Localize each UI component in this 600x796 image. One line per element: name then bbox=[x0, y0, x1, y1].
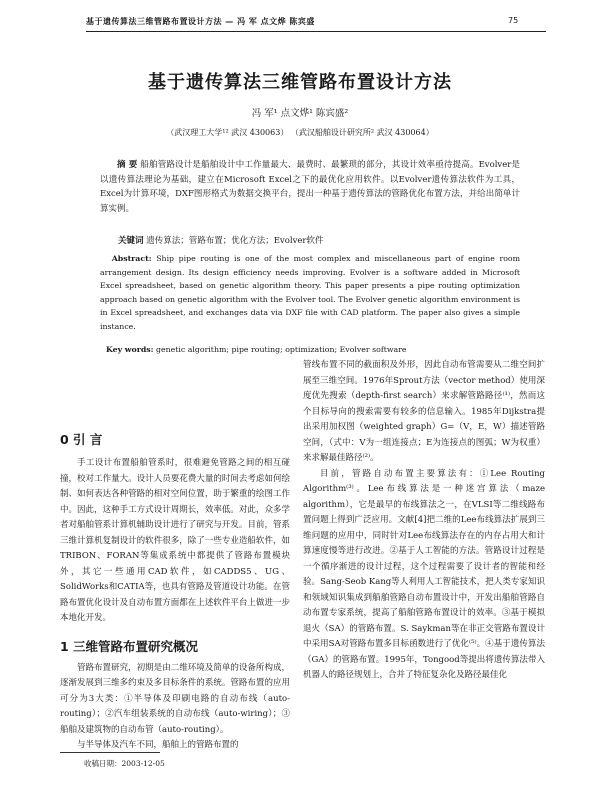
section1-paragraph-2: 与半导体及汽车不同，船舶上的管路布置的 bbox=[77, 740, 239, 750]
intro-paragraph: 手工设计布置船舶管系时，很难避免管路之间的相互碰撞，校对工作量大。设计人员要花费大量的时间去考虑如何绘制、如何表达各种管路的相对空间位置，助于繁重的绘图工作中。因此，这种手工方式设计周期长，效率低。对此，众多学者对船舶管系计算机辅助设计进行了研究与开发。目前，管系三维计算机复制设计的软件很多，除了一些专业造船软件，如TRIBON、FORAN等集成系统中都提供了管路布置模块外，其它一些通用CAD软件，如CADDS5、UG、SolidWorks和CATIA等，也具有管路及管道设计功能。在管路布置优化设计及自动布置方面都在上述软件平台上做进一步本地化开发。 bbox=[60, 458, 290, 623]
abstract-cn-text: 船舶管路设计是船舶设计中工作量最大、最费时、最繁琐的部分，其设计效率亟待提高。Evolver是以遗传算法理论为基础，建立在Microsoft Excel之下的最优化应用软件。以Evolver遗传算法软件为工具，Excel为计算环境，DXF图形格式为数据交换平台，提出一种基于遗传算法的管路优化布置方法，并给出简单计算实例。 bbox=[100, 160, 520, 214]
keywords-en-text: genetic algorithm; pipe routing; optimization; Evolver software bbox=[156, 345, 407, 354]
running-head: 基于遗传算法三维管路布置设计方法 — 冯 军 点文烨 陈宾盛 bbox=[86, 17, 315, 26]
right-paragraph-1: 管线布置不同的截面积及外形，因此自动布管需要从二维空间扩展至三维空间。1976年Sprout方法（vector method）使用深度优先搜索（depth-first search）来求解管路路径⁽¹⁾，然而这个目标导向的搜索需要有较多的信息输入。1985年Dijkstra提出采用加权图（weighted graph）G=（V，E，W）描述管路空间，（式中：V为一组连接点；E为连接点的图弧；W为权重）来求解最佳路径⁽²⁾。 bbox=[303, 360, 545, 463]
abstract-cn-label: 摘 要 bbox=[117, 160, 138, 170]
section1-heading: 1 三维管路布置研究概况 bbox=[60, 638, 199, 654]
left-column bbox=[60, 430, 290, 754]
keywords-en-label: Key words: bbox=[106, 345, 154, 354]
keywords-cn-label: 关键词 bbox=[118, 236, 144, 246]
abstract-en bbox=[100, 252, 520, 334]
right-paragraph-2: 目前，管路自动布置主要算法有：①Lee Routing Algorithm⁽³⁾。Lee布线算法是一种迷宫算法（maze algorithm），它是最早的布线算法之一，在VLSI等二维线路布置问题上得到广泛应用。文献[4]把二维的Lee布线算法扩展到三维问题的应用中，同时针对Lee布线算法存在的内存占用大和计算速度慢等进行改进。②基于人工智能的方法。管路设计过程是一个循序渐进的设计过程，这个过程需要了设计者的智能和经验。Sang-Seob Kang等人利用人工智能技术，把人类专家知识和领域知识集成到船舶管路自动布置设计中，开发出船舶管路自动布置专家系统，提高了船舶管路布置设计的效率。③基于模拟退火（SA）的管路布置。S. Saykman等在非正交管路布置设计中采用SA对管路布置多目标函数进行了优化⁽⁵⁾。④基于遗传算法（GA）的管路布置。1995年，Tongood等提出将遗传算法带入机器人的路径规划上，合并了特征复杂化及路径最佳化 bbox=[303, 468, 545, 680]
affiliations: （武汉理工大学¹² 武汉 430063） （武汉船舶设计研究所² 武汉 430064） bbox=[166, 128, 434, 137]
section1-paragraph-1: 管路布置研究，初期是由二维环境及简单的设备所构成，逐渐发展到三维多约束及多目标条件的系统。管路布置的应用可分为3大类：①半导体及印刷电路的自动布线（auto-routing）；②汽车组装系统的自动布线（auto-wiring）；③船舶及建筑物的自动布管（auto-routing）。 bbox=[60, 662, 290, 735]
footnote-rule bbox=[60, 752, 160, 753]
intro-heading: 0 引 言 bbox=[60, 432, 103, 447]
keywords-cn bbox=[118, 234, 538, 246]
abstract-en-text: Ship pipe routing is one of the most complex and miscellaneous part of engine room arrangement design. Its design efficiency needs improving. Evolver is a software added in Microsoft Excel spreadsheet, based on genetic algorithm theory. This paper presents a pipe routing optimization approach based on genetic algorithm with the Evolver tool. The Evolver genetic algorithm environment is in Excel spreadsheet, and exchanges data via DXF file with CAD platform. The paper also gives a simple instance. bbox=[100, 254, 520, 331]
running-header bbox=[0, 0, 600, 32]
abstract-en-label: Abstract: bbox=[111, 254, 152, 263]
right-column bbox=[303, 358, 545, 684]
keywords-cn-text: 遗传算法；管路布置；优化方法；Evolver软件 bbox=[146, 236, 324, 246]
authors: 冯 军¹ 点文烨¹ 陈宾盛² bbox=[251, 108, 349, 119]
paper-title: 基于遗传算法三维管路布置设计方法 bbox=[148, 72, 452, 93]
keywords-en bbox=[106, 345, 526, 354]
header-rule bbox=[86, 31, 546, 32]
abstract-cn bbox=[100, 158, 520, 216]
received-date-footnote: 收稿日期：2003-12-05 bbox=[84, 759, 165, 768]
page-number: 75 bbox=[508, 16, 519, 25]
